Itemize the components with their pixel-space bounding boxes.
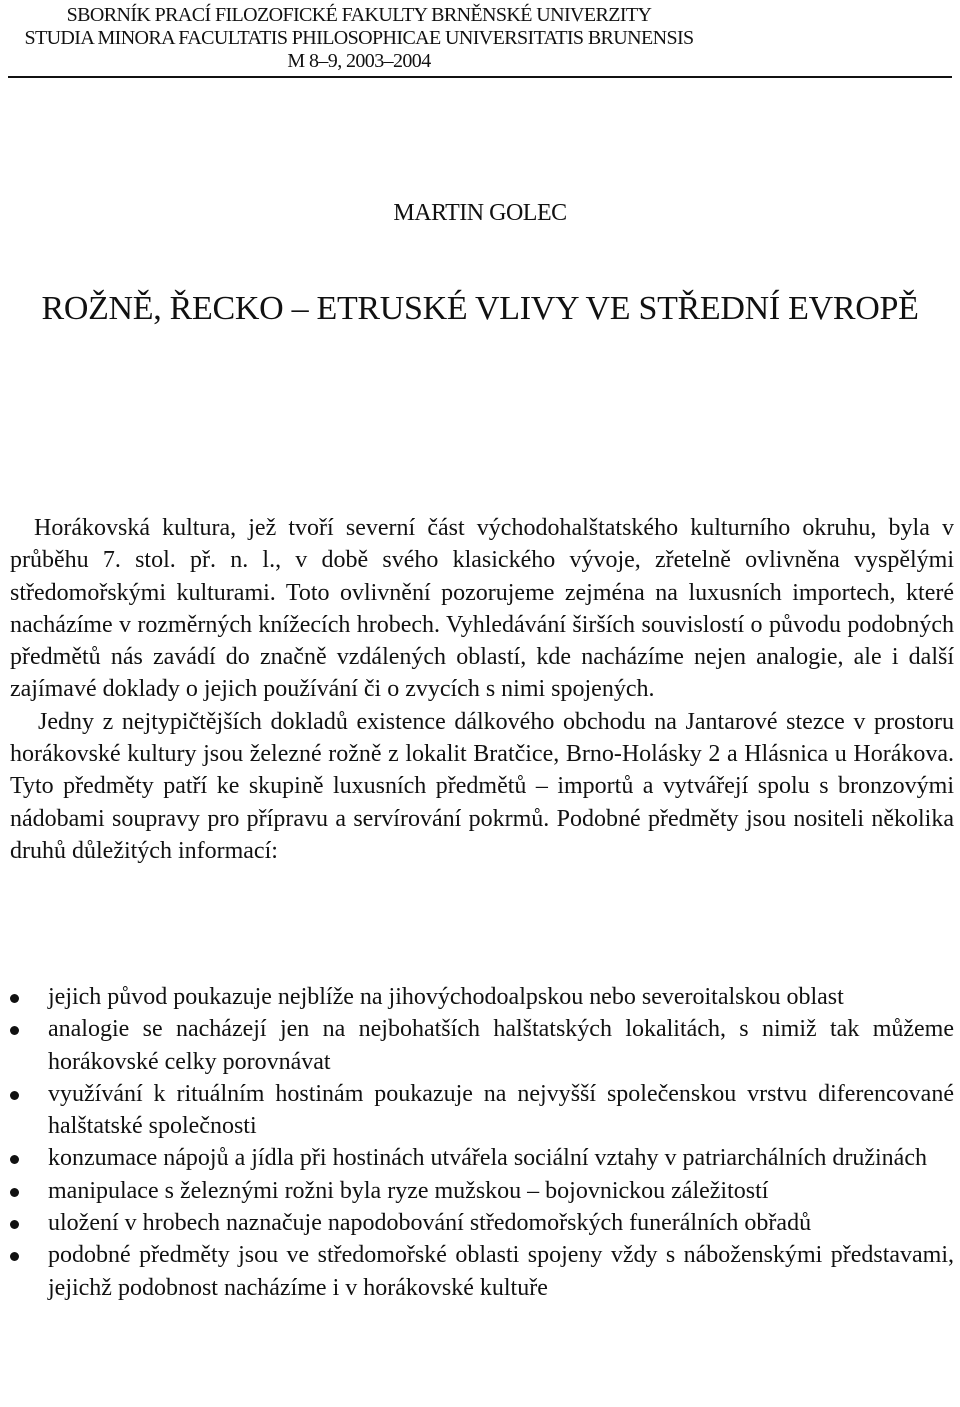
list-item [10, 1175, 954, 1207]
body-paragraph: Horákovská kultura, jež tvoří severní část východohalštatského kulturního okruhu, byla v průběhu 7. stol. př. n. l., v době svého klasického vývoje, zřetelně ovlivněna vyspělými středomořskými kulturami. Toto ovlivnění pozorujeme zejména na luxusních importech, které nacházíme v rozměrných knížecích hrobech. Vyhledávání širších souvislostí o původu podobných předmětů nás zavádí do značně vzdálených oblastí, kde nacházíme nejen analogie, ale i další zajímavé doklady o jejich používání či o zvycích s nimi spojených. [10, 515, 954, 703]
author-name: MARTIN GOLEC [393, 200, 567, 226]
list-item-text: uložení v hrobech naznačuje napodobování středomořských funerálních obřadů [48, 1210, 812, 1237]
list-item [10, 1078, 954, 1143]
list-item-text: podobné předměty jsou ve středomořské oblasti spojeny vždy s náboženskými představami, jejichž podobnost nacházíme i v horákovské kultuře [48, 1242, 954, 1301]
information-list [10, 981, 954, 1304]
body-paragraph: Jedny z nejtypičtějších dokladů existence dálkového obchodu na Jantarové stezce v prostoru horákovské kultury jsou železné rožně z lokalit Bratčice, Brno-Holásky 2 a Hlásnica u Horákova. Tyto předměty patří ke skupině luxusních předmětů – importů a vytvářejí spolu s bronzovými nádobami soupravy pro přípravu a servírování pokrmů. Podobné předměty jsou nositeli několika druhů důležitých informací: [10, 708, 954, 864]
bullet-icon [10, 994, 19, 1003]
list-item-text: manipulace s železnými rožni byla ryze mužskou – bojovnickou záležitostí [48, 1177, 769, 1204]
article-title: ROŽNĚ, ŘECKO – ETRUSKÉ VLIVY VE STŘEDNÍ EVROPĚ [41, 290, 919, 327]
list-item-text: konzumace nápojů a jídla při hostinách utvářela sociální vztahy v patriarchálních družinách [48, 1145, 927, 1172]
journal-volume: M 8–9, 2003–2004 [287, 50, 431, 72]
bullet-icon [10, 1091, 19, 1100]
list-item-text: analogie se nacházejí jen na nejbohatších halštatských lokalitách, s nimiž tak můžeme horákovské celky porovnávat [48, 1016, 954, 1075]
bullet-icon [10, 1155, 19, 1164]
bullet-icon [10, 1220, 19, 1229]
bullet-icon [10, 1252, 19, 1261]
list-item [10, 1239, 954, 1304]
article-body [10, 512, 954, 867]
journal-title-latin: STUDIA MINORA FACULTATIS PHILOSOPHICAE UNIVERSITATIS BRUNENSIS [24, 27, 694, 49]
list-item [10, 1142, 954, 1174]
bullet-icon [10, 1026, 19, 1035]
journal-title-czech: SBORNÍK PRACÍ FILOZOFICKÉ FAKULTY BRNĚNSKÉ UNIVERZITY [66, 4, 652, 26]
list-item-text: využívání k rituálním hostinám poukazuje na nejvyšší společenskou vrstvu diferencované halštatské společnosti [48, 1080, 954, 1140]
list-item [10, 1013, 954, 1078]
list-item [10, 1207, 954, 1239]
journal-header [0, 4, 718, 73]
list-item-text: jejich původ poukazuje nejblíže na jihovýchodoalpskou nebo severoitalskou oblast [48, 984, 844, 1010]
list-item [10, 981, 954, 1013]
header-divider [8, 76, 952, 78]
bullet-icon [10, 1188, 19, 1197]
